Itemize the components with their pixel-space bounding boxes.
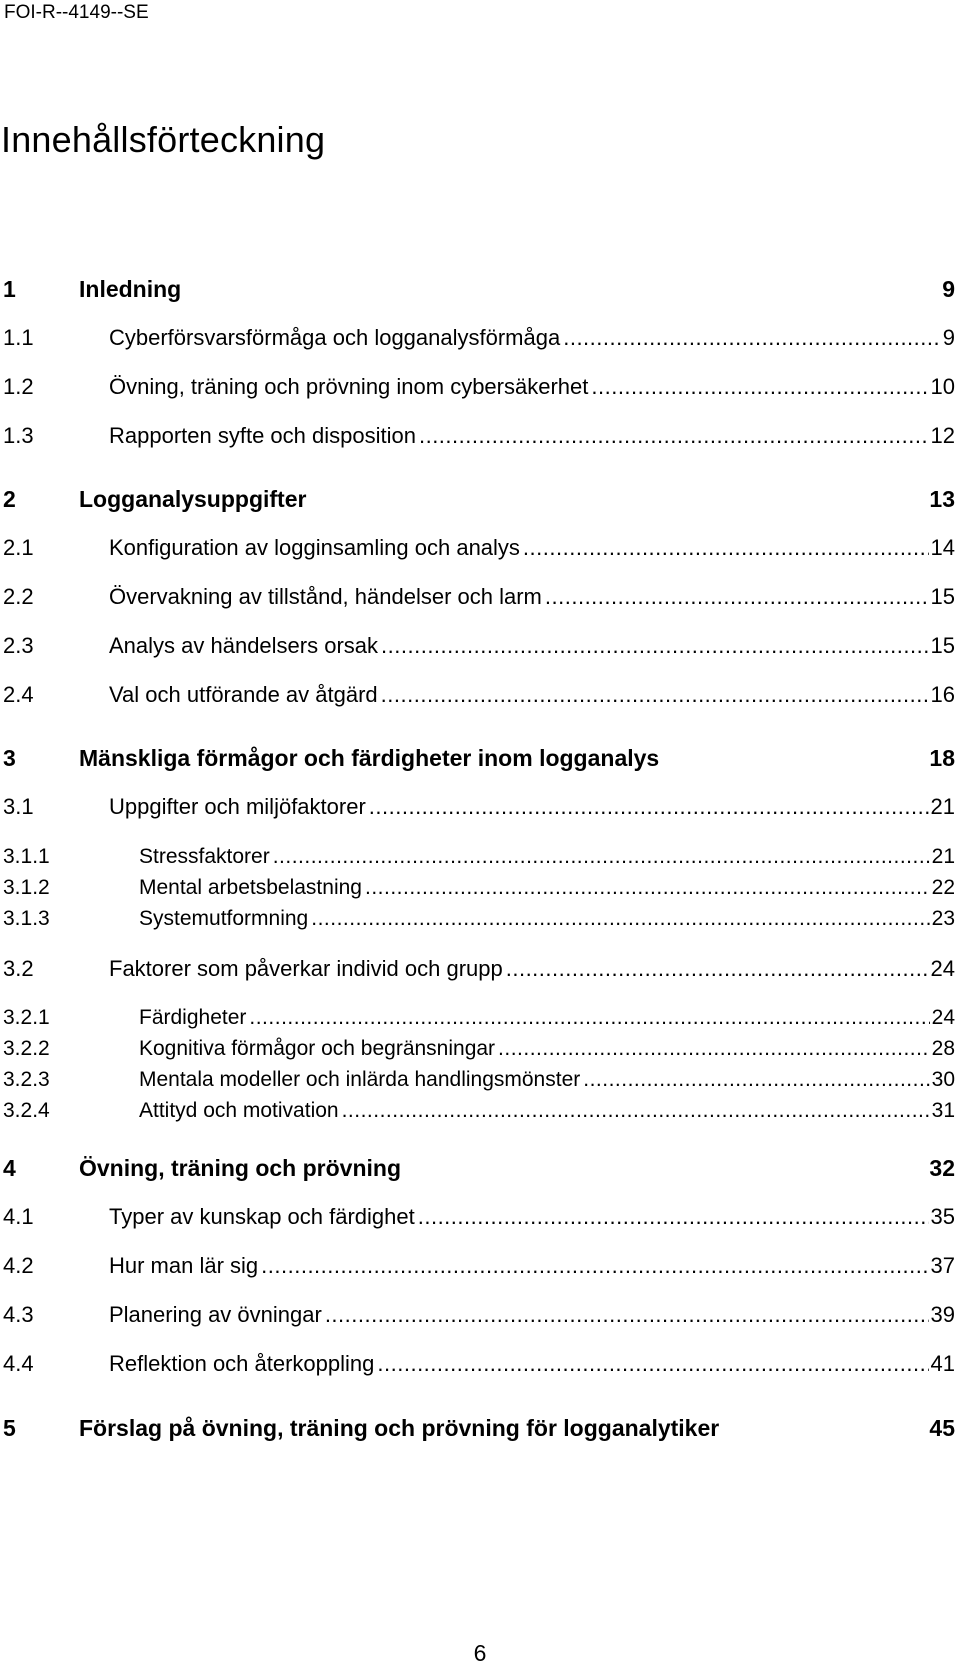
dot-leader bbox=[381, 680, 929, 710]
dot-leader bbox=[377, 1349, 928, 1379]
toc-number: 3.2.2 bbox=[3, 1037, 50, 1060]
toc-number: 4.4 bbox=[3, 1351, 34, 1376]
toc-subsection-3-1-3[interactable] bbox=[3, 904, 955, 938]
toc-number: 4.3 bbox=[3, 1302, 34, 1327]
toc-title: Attityd och motivation bbox=[139, 1099, 339, 1122]
toc-page-number: 10 bbox=[930, 374, 955, 399]
toc-section-4-4[interactable] bbox=[3, 1349, 955, 1383]
dot-leader bbox=[583, 1065, 929, 1095]
toc-section-3-2[interactable] bbox=[3, 954, 955, 988]
toc-chapter-4[interactable] bbox=[3, 1153, 955, 1187]
toc-title: Faktorer som påverkar individ och grupp bbox=[109, 956, 503, 981]
toc-title: Mentala modeller och inlärda handlingsmönster bbox=[139, 1068, 581, 1091]
toc-page-number: 21 bbox=[931, 845, 955, 868]
toc-section-4-1[interactable] bbox=[3, 1202, 955, 1236]
toc-page-number: 15 bbox=[930, 584, 955, 609]
toc-number: 2.3 bbox=[3, 633, 34, 658]
toc-title: Reflektion och återkoppling bbox=[109, 1351, 375, 1376]
dot-leader bbox=[563, 323, 941, 353]
toc-section-3-1[interactable] bbox=[3, 792, 955, 826]
toc-number: 3 bbox=[3, 745, 16, 771]
toc-number: 2.4 bbox=[3, 682, 34, 707]
toc-page-number: 18 bbox=[929, 745, 955, 771]
toc-title: Mental arbetsbelastning bbox=[139, 876, 362, 899]
toc-number: 1.3 bbox=[3, 423, 34, 448]
document-id: FOI-R--4149--SE bbox=[4, 2, 149, 23]
toc-page-number: 13 bbox=[929, 486, 955, 512]
toc-title: Hur man lär sig bbox=[109, 1253, 259, 1278]
toc-number: 4 bbox=[3, 1155, 16, 1181]
toc-number: 3.2.1 bbox=[3, 1006, 50, 1029]
toc-page-number: 24 bbox=[931, 1006, 955, 1029]
dot-leader bbox=[506, 954, 929, 984]
dot-leader bbox=[545, 582, 929, 612]
toc-page-number: 30 bbox=[931, 1068, 955, 1091]
toc-chapter-1[interactable] bbox=[3, 274, 955, 308]
toc-page-number: 12 bbox=[930, 423, 955, 448]
toc-page-number: 9 bbox=[942, 325, 955, 350]
toc-title: Kognitiva förmågor och begränsningar bbox=[139, 1037, 496, 1060]
toc-title: Cyberförsvarsförmåga och logganalysförmåga bbox=[109, 325, 561, 350]
toc-title: Planering av övningar bbox=[109, 1302, 322, 1327]
toc-page-number: 37 bbox=[930, 1253, 955, 1278]
toc-title: Övning, träning och prövning inom cybersäkerhet bbox=[109, 374, 589, 399]
toc-subsection-3-2-3[interactable] bbox=[3, 1065, 955, 1099]
toc-subsection-3-2-1[interactable] bbox=[3, 1003, 955, 1037]
toc-section-1-3[interactable] bbox=[3, 421, 955, 455]
toc-page-number: 45 bbox=[929, 1415, 955, 1441]
toc-section-2-1[interactable] bbox=[3, 533, 955, 567]
dot-leader bbox=[381, 631, 928, 661]
toc-page-number: 35 bbox=[930, 1204, 955, 1229]
toc-subsection-3-2-4[interactable] bbox=[3, 1096, 955, 1130]
toc-section-4-2[interactable] bbox=[3, 1251, 955, 1285]
toc-section-2-3[interactable] bbox=[3, 631, 955, 665]
page-title: Innehållsförteckning bbox=[1, 119, 326, 160]
toc-page-number: 31 bbox=[931, 1099, 955, 1122]
page-number: 6 bbox=[473, 1640, 487, 1666]
dot-leader bbox=[419, 421, 929, 451]
dot-leader bbox=[523, 533, 929, 563]
toc-number: 2 bbox=[3, 486, 16, 512]
dot-leader bbox=[365, 873, 930, 903]
dot-leader bbox=[249, 1003, 929, 1033]
toc-chapter-5[interactable] bbox=[3, 1413, 955, 1447]
toc-section-2-2[interactable] bbox=[3, 582, 955, 616]
toc-section-1-1[interactable] bbox=[3, 323, 955, 357]
toc-page-number: 28 bbox=[931, 1037, 955, 1060]
toc-number: 1.2 bbox=[3, 374, 34, 399]
dot-leader bbox=[311, 904, 929, 934]
dot-leader bbox=[325, 1300, 929, 1330]
toc-number: 1.1 bbox=[3, 325, 34, 350]
toc-subsection-3-1-2[interactable] bbox=[3, 873, 955, 907]
toc-section-2-4[interactable] bbox=[3, 680, 955, 714]
toc-number: 3.1.2 bbox=[3, 876, 50, 899]
toc-title: Analys av händelsers orsak bbox=[109, 633, 379, 658]
toc-page-number: 24 bbox=[930, 956, 955, 981]
dot-leader bbox=[369, 792, 929, 822]
toc-number: 3.2.3 bbox=[3, 1068, 50, 1091]
toc-page-number: 16 bbox=[930, 682, 955, 707]
dot-leader bbox=[342, 1096, 930, 1126]
toc-number: 3.2.4 bbox=[3, 1099, 50, 1122]
toc-page-number: 39 bbox=[930, 1302, 955, 1327]
toc-title: Förslag på övning, träning och prövning för logganalytiker bbox=[79, 1415, 720, 1441]
toc-number: 3.1.1 bbox=[3, 845, 50, 868]
toc-page-number: 15 bbox=[930, 633, 955, 658]
toc-section-1-2[interactable] bbox=[3, 372, 955, 406]
toc-page-number: 9 bbox=[942, 276, 955, 302]
toc-title: Systemutformning bbox=[139, 907, 309, 930]
toc-number: 3.1.3 bbox=[3, 907, 50, 930]
dot-leader bbox=[261, 1251, 928, 1281]
toc-page-number: 23 bbox=[931, 907, 955, 930]
toc-title: Konfiguration av logginsamling och analys bbox=[109, 535, 520, 560]
toc-number: 5 bbox=[3, 1415, 16, 1441]
toc-title: Logganalysuppgifter bbox=[79, 486, 307, 512]
dot-leader bbox=[591, 372, 928, 402]
toc-title: Rapporten syfte och disposition bbox=[109, 423, 416, 448]
toc-page-number: 41 bbox=[930, 1351, 955, 1376]
toc-title: Mänskliga förmågor och färdigheter inom logganalys bbox=[79, 745, 660, 771]
toc-title: Typer av kunskap och färdighet bbox=[109, 1204, 415, 1229]
toc-chapter-3[interactable] bbox=[3, 743, 955, 777]
toc-number: 1 bbox=[3, 276, 16, 302]
toc-title: Stressfaktorer bbox=[139, 845, 270, 868]
toc-section-4-3[interactable] bbox=[3, 1300, 955, 1334]
toc-number: 3.1 bbox=[3, 794, 34, 819]
toc-chapter-2[interactable] bbox=[3, 484, 955, 518]
toc-number: 4.1 bbox=[3, 1204, 34, 1229]
toc-page-number: 14 bbox=[930, 535, 955, 560]
toc-title: Färdigheter bbox=[139, 1006, 247, 1029]
toc-subsection-3-1-1[interactable] bbox=[3, 842, 955, 876]
toc-number: 2.2 bbox=[3, 584, 34, 609]
toc-subsection-3-2-2[interactable] bbox=[3, 1034, 955, 1068]
toc-title: Uppgifter och miljöfaktorer bbox=[109, 794, 366, 819]
toc-title: Inledning bbox=[79, 276, 182, 302]
toc-title: Val och utförande av åtgärd bbox=[109, 682, 378, 707]
toc-page-number: 21 bbox=[930, 794, 955, 819]
toc-page-number: 22 bbox=[931, 876, 955, 899]
toc-number: 2.1 bbox=[3, 535, 34, 560]
dot-leader bbox=[418, 1202, 929, 1232]
toc-number: 3.2 bbox=[3, 956, 34, 981]
toc-number: 4.2 bbox=[3, 1253, 34, 1278]
dot-leader bbox=[273, 842, 930, 872]
dot-leader bbox=[498, 1034, 930, 1064]
toc-page-number: 32 bbox=[929, 1155, 955, 1181]
toc-title: Övning, träning och prövning bbox=[79, 1155, 401, 1181]
toc-title: Övervakning av tillstånd, händelser och larm bbox=[109, 584, 542, 609]
